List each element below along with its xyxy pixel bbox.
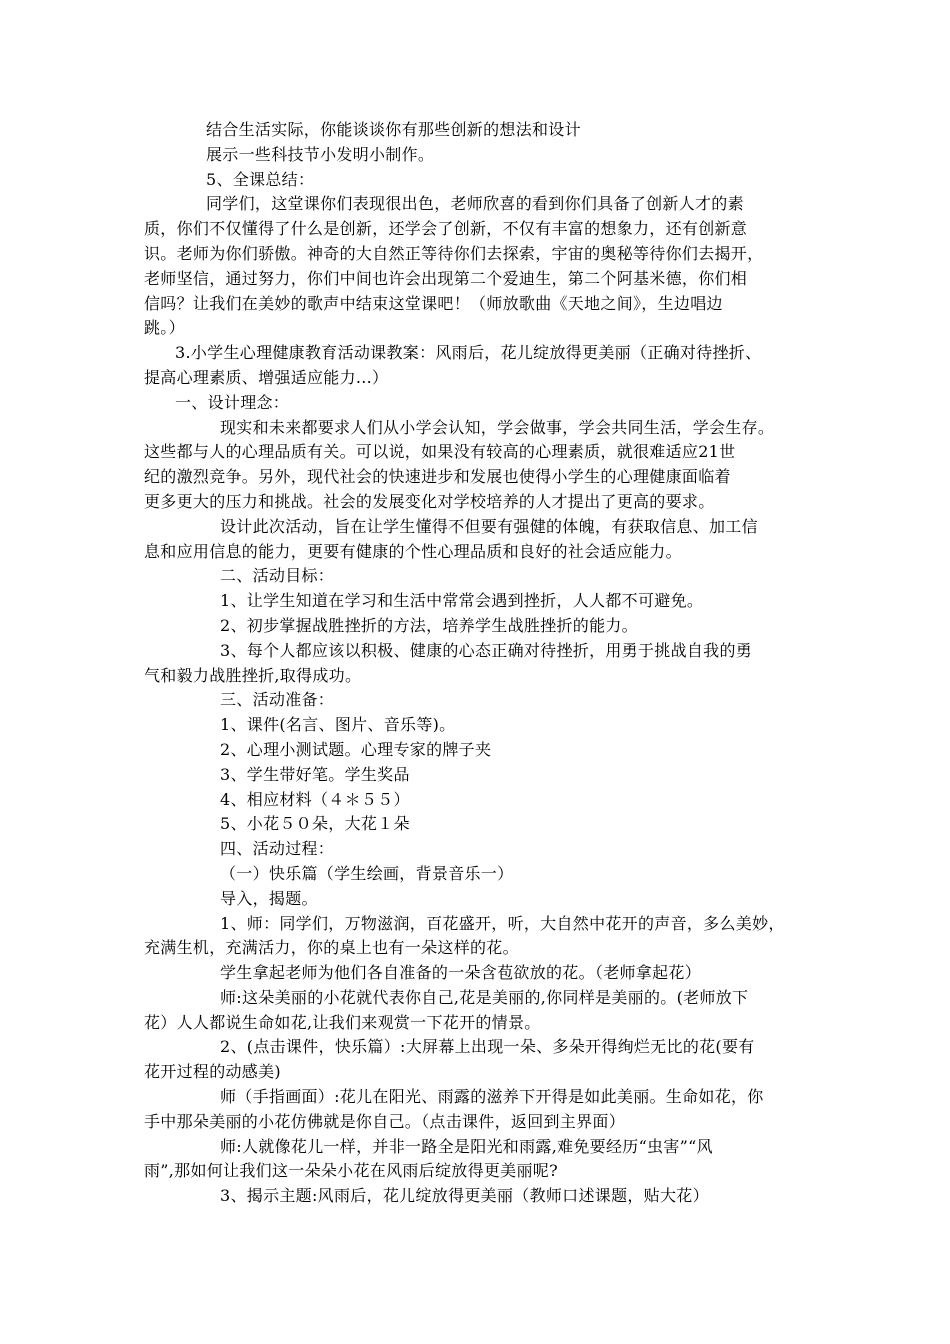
text-line: 师:这朵美丽的小花就代表你自己,花是美丽的,你同样是美丽的。(老师放下	[220, 987, 749, 1007]
text-line: 1、课件(名言、图片、音乐等)。	[220, 715, 456, 735]
text-line: 3、学生带好笔。学生奖品	[220, 764, 410, 784]
text-line: （一）快乐篇（学生绘画，背景音乐一）	[220, 863, 514, 883]
text-line: 花开过程的动感美)	[144, 1062, 281, 1082]
text-line: 5、小花５０朵，大花１朵	[220, 814, 410, 834]
text-line: 导入，揭题。	[220, 888, 318, 908]
text-line: 2、心理小测试题。心理专家的牌子夹	[220, 739, 492, 759]
text-line: 花）人人都说生命如花,让我们来观赏一下花开的情景。	[144, 1012, 541, 1032]
text-line: 2、(点击课件，快乐篇）:大屏幕上出现一朵、多朵开得绚烂无比的花(要有	[220, 1037, 755, 1057]
text-line: 一、设计理念：	[175, 392, 290, 412]
text-line: 四、活动过程：	[220, 839, 335, 859]
text-line: 识。老师为你们骄傲。神奇的大自然正等待你们去探索，宇宙的奥秘等待你们去揭开，	[144, 243, 764, 263]
text-line: 三、活动准备：	[220, 690, 335, 710]
text-line: 二、活动目标：	[220, 566, 335, 586]
text-line: 4、相应材料（４＊５５）	[220, 789, 410, 809]
text-line: 3、每个人都应该以积极、健康的心态正确对待挫折，用勇于挑战自我的勇	[220, 640, 753, 660]
text-line: 信吗？让我们在美妙的歌声中结束这堂课吧！（师放歌曲《天地之间》，生边唱边	[144, 293, 723, 313]
text-line: 质，你们不仅懂得了什么是创新，还学会了创新，不仅有丰富的想象力，还有创新意	[144, 219, 748, 239]
text-line: 师:人就像花儿一样，并非一路全是阳光和雨露,难免要经历“虫害”“风	[220, 1136, 713, 1156]
text-line: 手中那朵美丽的小花仿佛就是你自己。（点击课件，返回到主界面）	[144, 1111, 626, 1131]
text-line: 同学们，这堂课你们表现很出色，老师欣喜的看到你们具备了创新人才的素	[206, 194, 744, 214]
text-line: 5、全课总结：	[206, 169, 315, 189]
text-line: 展示一些科技节小发明小制作。	[206, 144, 435, 164]
text-line: 师（手指画面）:花儿在阳光、雨露的滋养下开得是如此美丽。生命如花，你	[220, 1087, 764, 1107]
text-line: 结合生活实际，你能谈谈你有那些创新的想法和设计	[206, 120, 581, 139]
text-line: 气和毅力战胜挫折,取得成功。	[144, 665, 362, 685]
text-line: 3.小学生心理健康教育活动课教案：风雨后，花儿绽放得更美丽（正确对待挫折、	[175, 343, 762, 363]
text-line: 3、揭示主题:风雨后，花儿绽放得更美丽（教师口述课题，贴大花）	[220, 1186, 709, 1206]
text-line: 1、让学生知道在学习和生活中常常会遇到挫折，人人都不可避免。	[220, 591, 704, 611]
text-line: 这些都与人的心理品质有关。可以说，如果没有较高的心理素质，就很难适应21世	[144, 442, 736, 462]
text-line: 老师坚信，通过努力，你们中间也许会出现第二个爱迪生，第二个阿基米德，你们相	[144, 268, 748, 288]
text-line: 充满生机，充满活力，你的桌上也有一朵这样的花。	[144, 938, 519, 958]
text-line: 提高心理素质、增强适应能力...）	[144, 367, 389, 387]
text-line: 2、初步掌握战胜挫折的方法，培养学生战胜挫折的能力。	[220, 615, 638, 635]
text-line: 跳。）	[144, 318, 185, 338]
document-page	[144, 118, 810, 1209]
text-line: 更多更大的压力和挑战。社会的发展变化对学校培养的人才提出了更高的要求。	[144, 491, 715, 511]
text-line: 息和应用信息的能力，更要有健康的个性心理品质和良好的社会适应能力。	[144, 541, 682, 561]
text-line: 雨”,那如何让我们这一朵朵小花在风雨后绽放得更美丽呢?	[144, 1161, 558, 1181]
text-line: 纪的激烈竞争。另外，现代社会的快速进步和发展也使得小学生的心理健康面临着	[144, 467, 731, 487]
text-line: 学生拿起老师为他们各自准备的一朵含苞欲放的花。（老师拿起花）	[220, 963, 702, 983]
text-line: 现实和未来都要求人们从小学会认知，学会做事，学会共同生活，学会生存。	[220, 417, 775, 437]
text-line: 设计此次活动，旨在让学生懂得不但要有强健的体魄，有获取信息、加工信	[220, 516, 758, 536]
text-line: 1、师：同学们，万物滋润，百花盛开，听，大自然中花开的声音，多么美妙，	[220, 913, 785, 933]
